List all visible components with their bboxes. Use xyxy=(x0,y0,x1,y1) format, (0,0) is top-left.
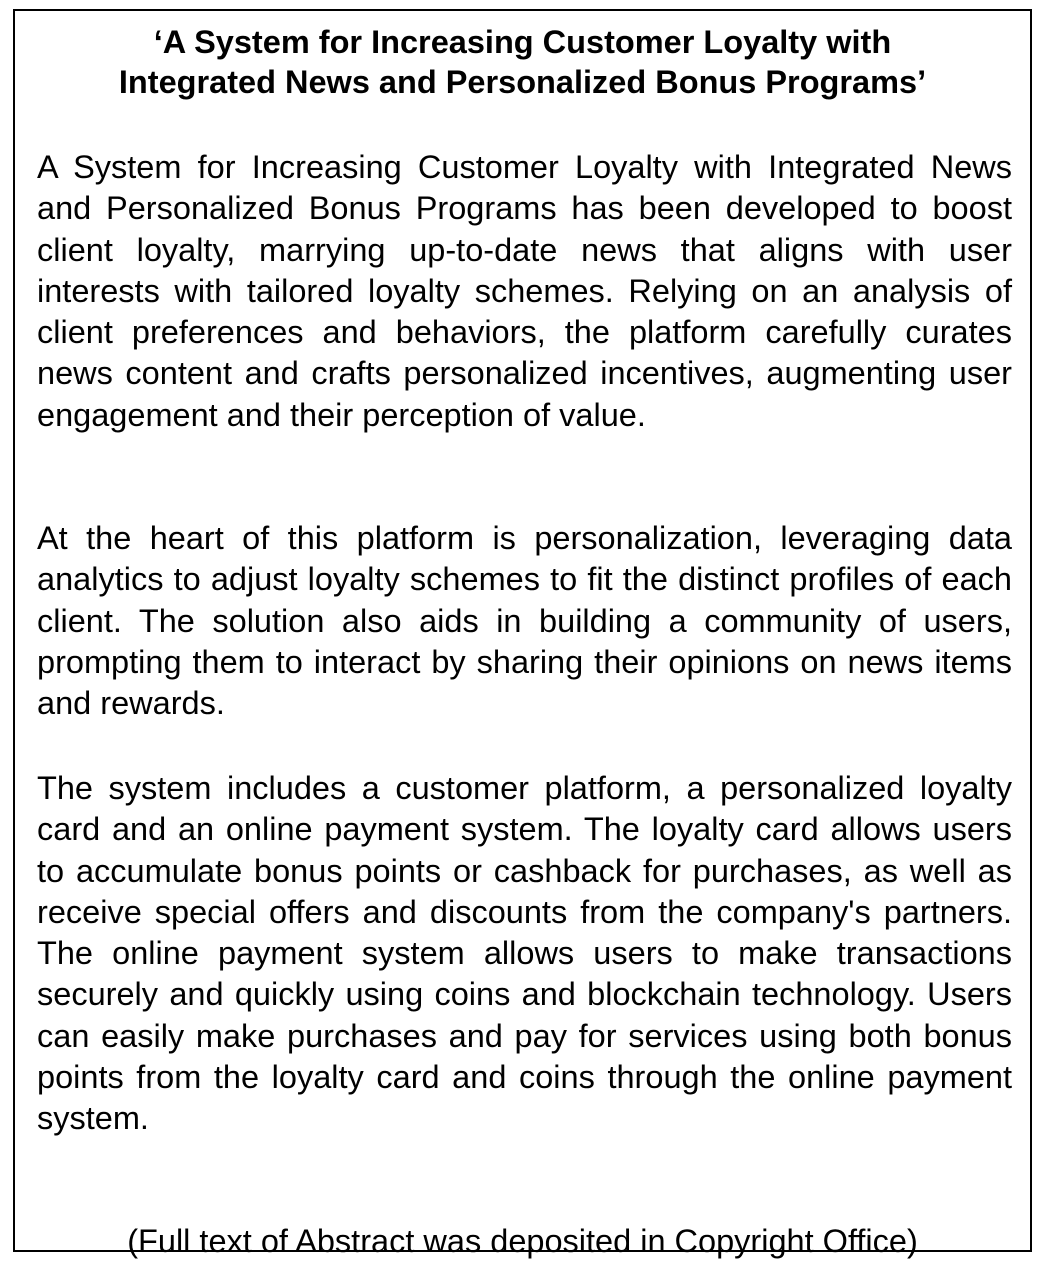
copyright-footer-note: (Full text of Abstract was deposited in Copyright Office) xyxy=(127,1223,918,1259)
abstract-paragraph-3: The system includes a customer platform, a personalized loyalty card and an online payment system. The loyalty card allows users to accumulate bonus points or cashback for purchases, as well as receive special offers and discounts from the company's partners. The online payment system allows users to make transactions securely and quickly using coins and blockchain technology. Users can easily make purchases and pay for services using both bonus points from the loyalty card and coins through the online payment system. xyxy=(37,770,1012,1137)
title-line-2: Integrated News and Personalized Bonus Programs’ xyxy=(118,64,927,100)
title-line-1: ‘A System for Increasing Customer Loyalty with xyxy=(153,24,892,60)
abstract-paragraph-1: A System for Increasing Customer Loyalty with Integrated News and Personalized Bonus Programs has been developed to boost client loyalty, marrying up-to-date news that aligns with user interests with tailored loyalty schemes. Relying on an analysis of client preferences and behaviors, the platform carefully curates news content and crafts personalized incentives, augmenting user engagement and their perception of value. xyxy=(37,149,1012,433)
abstract-paragraph-2: At the heart of this platform is personalization, leveraging data analytics to adjust loyalty schemes to fit the distinct profiles of each client. The solution also aids in building a community of users, prompting them to interact by sharing their opinions on news items and rewards. xyxy=(37,520,1012,722)
document-title xyxy=(15,22,1030,102)
abstract-frame xyxy=(13,9,1032,1259)
